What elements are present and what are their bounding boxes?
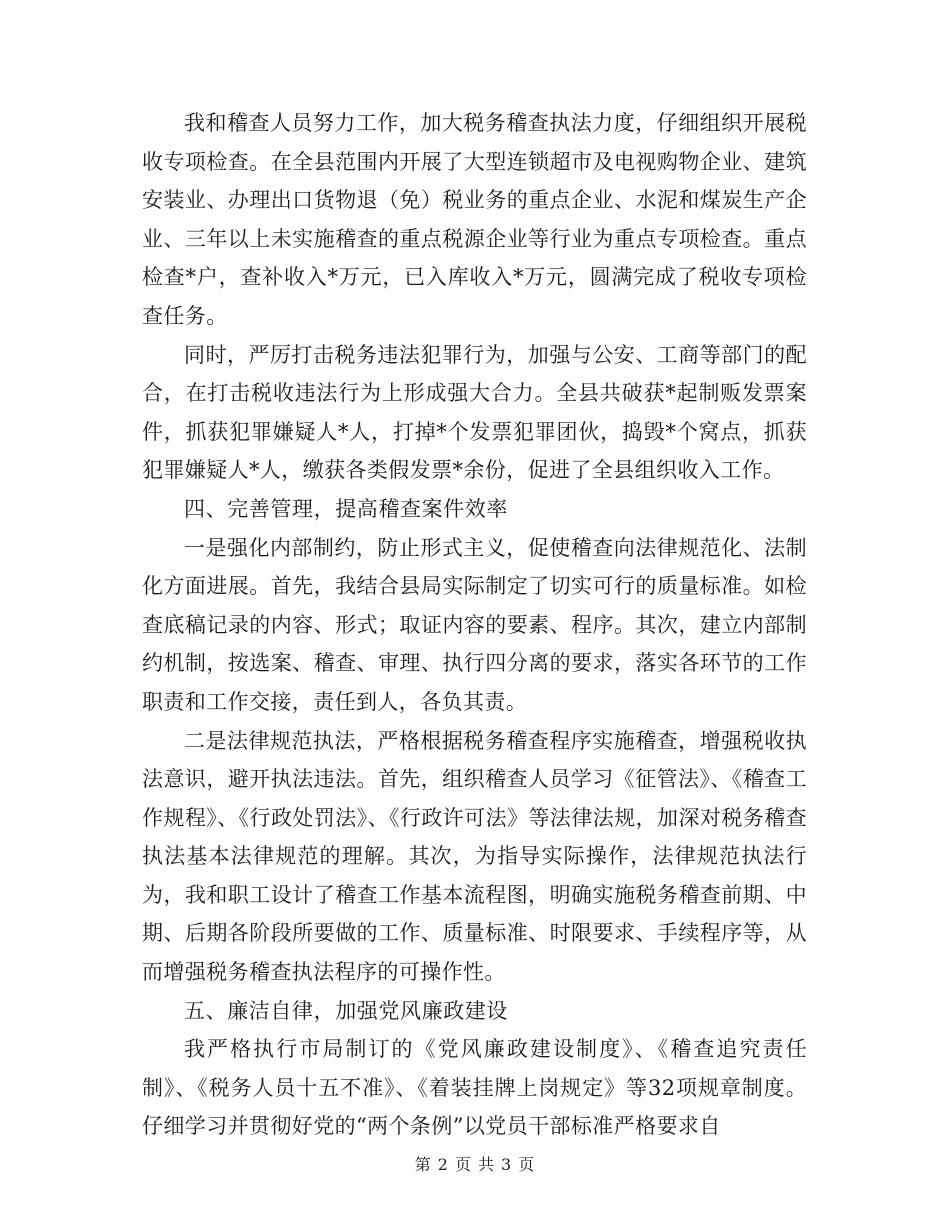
paragraph-integrity: 我严格执行市局制订的《党风廉政建设制度》、《稽查追究责任制》、《税务人员十五不准》、《着装挂牌上岗规定》等32项规章制度。仔细学习并贯彻好党的“两个条例”以党员干部标准严格要求自 [142, 1037, 807, 1139]
footer-total-word: 共 [478, 1155, 496, 1174]
document-body [142, 104, 807, 1146]
footer-page-word: 页 [454, 1155, 472, 1174]
paragraph-crackdown: 同时，严厉打击税务违法犯罪行为，加强与公安、工商等部门的配合，在打击税收违法行为上形成强大合力。全县共破获*起制贩发票案件，抓获犯罪嫌疑人*人，打掉*个发票犯罪团伙，捣毁*个窝点，抓获犯罪嫌疑人*人，缴获各类假发票*余份，促进了全县组织收入工作。 [142, 342, 807, 483]
footer-prefix: 第 [414, 1155, 432, 1174]
footer-total-pages: 3 [501, 1155, 513, 1174]
paragraph-law-enforcement: 二是法律规范执法，严格根据税务稽查程序实施稽查，增强税收执法意识，避开执法违法。首先，组织稽查人员学习《征管法》、《稽查工作规程》、《行政处罚法》、《行政许可法》等法律法规，加深对税务稽查执法基本法律规范的理解。其次，为指导实际操作，法律规范执法行为，我和职工设计了稽查工作基本流程图，明确实施税务稽查前期、中期、后期各阶段所要做的工作、质量标准、时限要求、手续程序等，从而增强税务稽查执法程序的可操作性。 [142, 728, 807, 985]
paragraph-special-inspection: 我和稽查人员努力工作，加大税务稽查执法力度，仔细组织开展税收专项检查。在全县范围内开展了大型连锁超市及电视购物企业、建筑安装业、办理出口货物退（免）税业务的重点企业、水泥和煤炭生产企业、三年以上未实施稽查的重点税源企业等行业为重点专项检查。重点检查*户，查补收入*万元，已入库收入*万元，圆满完成了税收专项检查任务。 [142, 111, 807, 328]
page-number-footer [0, 1152, 950, 1175]
footer-current-page: 2 [437, 1155, 449, 1174]
section-heading-five: 五、廉洁自律，加强党风廉政建设 [184, 998, 508, 1023]
section-heading-four: 四、完善管理，提高稽查案件效率 [184, 496, 508, 521]
footer-suffix: 页 [518, 1155, 536, 1174]
paragraph-internal-control: 一是强化内部制约，防止形式主义，促使稽查向法律规范化、法制化方面进展。首先，我结合县局实际制定了切实可行的质量标准。如检查底稿记录的内容、形式；取证内容的要素、程序。其次，建立内部制约机制，按选案、稽查、审理、执行四分离的要求，落实各环节的工作职责和工作交接，责任到人，各负其责。 [142, 535, 807, 714]
